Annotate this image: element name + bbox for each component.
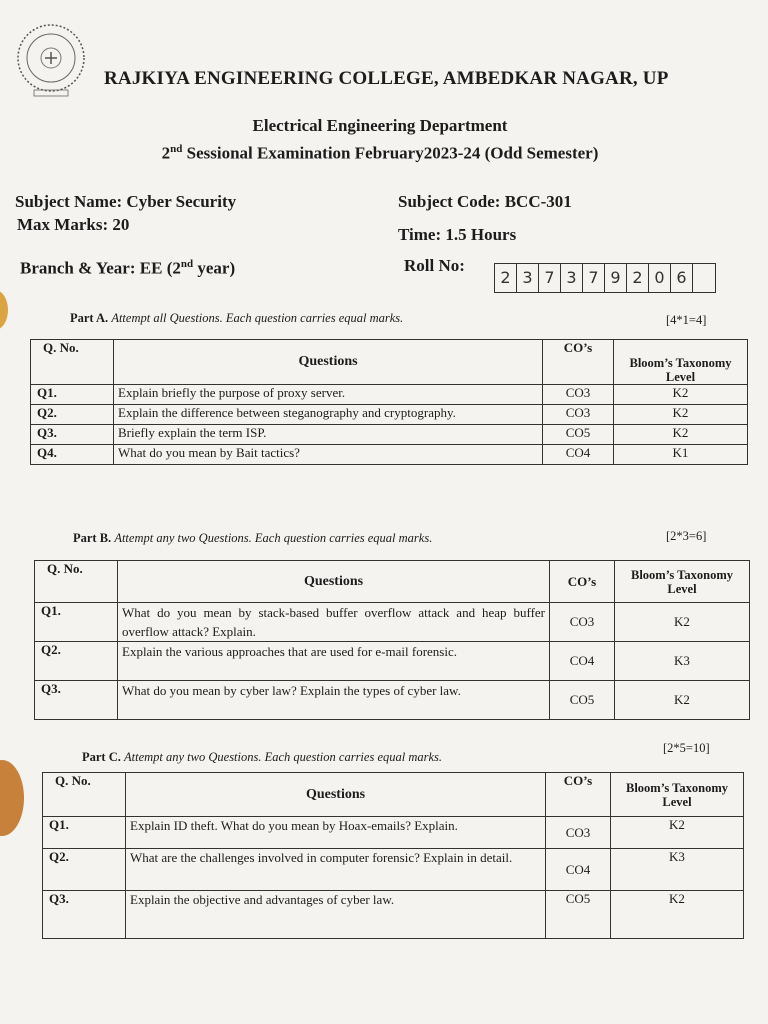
col-qno: Q. No. (31, 340, 114, 385)
table-row (35, 681, 750, 720)
col-co: CO’s (546, 773, 611, 817)
question-text: What do you mean by cyber law? Explain the types of cyber law. (118, 681, 550, 720)
bloom-level: K2 (615, 603, 750, 642)
course-outcome: CO5 (546, 891, 611, 939)
department-title: Electrical Engineering Department (252, 116, 508, 135)
college-name: RAJKIYA ENGINEERING COLLEGE, AMBEDKAR NAGAR, UP (104, 68, 669, 89)
col-questions: Questions (114, 340, 543, 385)
col-co: CO’s (543, 340, 614, 385)
table-row (31, 385, 748, 405)
course-outcome: CO3 (550, 603, 615, 642)
roll-digit: 3 (561, 264, 583, 292)
table-row (43, 817, 744, 849)
roll-label: Roll No: (404, 256, 465, 275)
question-number: Q1. (31, 385, 114, 405)
part-b-marks: [2*3=6] (666, 529, 707, 543)
part-c-heading: Part C. Attempt any two Questions. Each question carries equal marks. (82, 750, 443, 764)
col-bloom: Bloom’s Taxonomy Level (615, 561, 750, 603)
col-bloom: Bloom’s Taxonomy Level (614, 340, 748, 385)
course-outcome: CO4 (543, 445, 614, 465)
question-number: Q3. (31, 425, 114, 445)
course-outcome: CO4 (550, 642, 615, 681)
roll-digit: 3 (517, 264, 539, 292)
roll-number-boxes (494, 263, 716, 293)
roll-digit: 7 (583, 264, 605, 292)
roll-digit: 0 (649, 264, 671, 292)
question-text: Explain the objective and advantages of cyber law. (126, 891, 546, 939)
college-seal-icon (12, 22, 90, 100)
roll-digit: 2 (495, 264, 517, 292)
bloom-level: K3 (615, 642, 750, 681)
course-outcome: CO3 (543, 385, 614, 405)
course-outcome: CO4 (546, 849, 611, 891)
col-bloom: Bloom’s Taxonomy Level (611, 773, 744, 817)
table-row (31, 445, 748, 465)
course-outcome: CO3 (546, 817, 611, 849)
bloom-level: K2 (614, 405, 748, 425)
course-outcome: CO5 (543, 425, 614, 445)
subject-code: Subject Code: BCC-301 (398, 192, 572, 211)
roll-digit (693, 264, 715, 292)
part-c-marks: [2*5=10] (663, 741, 710, 755)
col-co: CO’s (550, 561, 615, 603)
finger-edge-bottom (0, 760, 24, 836)
table-row (31, 405, 748, 425)
col-questions: Questions (126, 773, 546, 817)
table-row (35, 642, 750, 681)
question-text: Explain briefly the purpose of proxy server. (114, 385, 543, 405)
bloom-level: K2 (614, 425, 748, 445)
question-number: Q1. (35, 603, 118, 642)
course-outcome: CO5 (550, 681, 615, 720)
question-number: Q4. (31, 445, 114, 465)
question-number: Q3. (35, 681, 118, 720)
question-number: Q3. (43, 891, 126, 939)
bloom-level: K2 (611, 891, 744, 939)
question-text: What do you mean by stack-based buffer overflow attack and heap buffer overflow attack? Explain. (118, 603, 550, 642)
question-number: Q2. (43, 849, 126, 891)
bloom-level: K2 (615, 681, 750, 720)
col-qno: Q. No. (43, 773, 126, 817)
part-b-heading: Part B. Attempt any two Questions. Each question carries equal marks. (73, 531, 433, 545)
table-row (43, 849, 744, 891)
question-text: Briefly explain the term ISP. (114, 425, 543, 445)
question-number: Q2. (31, 405, 114, 425)
part-a-heading: Part A. Attempt all Questions. Each question carries equal marks. (70, 311, 404, 325)
exam-title: 2nd Sessional Examination February2023-24 (Odd Semester) (161, 143, 599, 163)
part-b-table (34, 560, 750, 720)
table-row (31, 425, 748, 445)
question-text: What do you mean by Bait tactics? (114, 445, 543, 465)
roll-digit: 9 (605, 264, 627, 292)
question-text: Explain ID theft. What do you mean by Hoax-emails? Explain. (126, 817, 546, 849)
exam-time: Time: 1.5 Hours (398, 225, 517, 244)
roll-digit: 7 (539, 264, 561, 292)
col-questions: Questions (118, 561, 550, 603)
table-row (43, 891, 744, 939)
bloom-level: K1 (614, 445, 748, 465)
branch-year: Branch & Year: EE (2nd year) (20, 258, 236, 278)
roll-digit: 2 (627, 264, 649, 292)
col-qno: Q. No. (35, 561, 118, 603)
subject-name: Subject Name: Cyber Security (15, 192, 237, 211)
part-a-table (30, 339, 748, 465)
table-row (35, 603, 750, 642)
question-text: What are the challenges involved in computer forensic? Explain in detail. (126, 849, 546, 891)
max-marks: Max Marks: 20 (17, 215, 130, 234)
bloom-level: K3 (611, 849, 744, 891)
bloom-level: K2 (614, 385, 748, 405)
question-number: Q1. (43, 817, 126, 849)
question-text: Explain the difference between steganography and cryptography. (114, 405, 543, 425)
part-c-table (42, 772, 744, 939)
course-outcome: CO3 (543, 405, 614, 425)
question-number: Q2. (35, 642, 118, 681)
finger-edge-top (0, 290, 8, 330)
question-text: Explain the various approaches that are used for e-mail forensic. (118, 642, 550, 681)
part-a-marks: [4*1=4] (666, 313, 707, 327)
bloom-level: K2 (611, 817, 744, 849)
roll-digit: 6 (671, 264, 693, 292)
